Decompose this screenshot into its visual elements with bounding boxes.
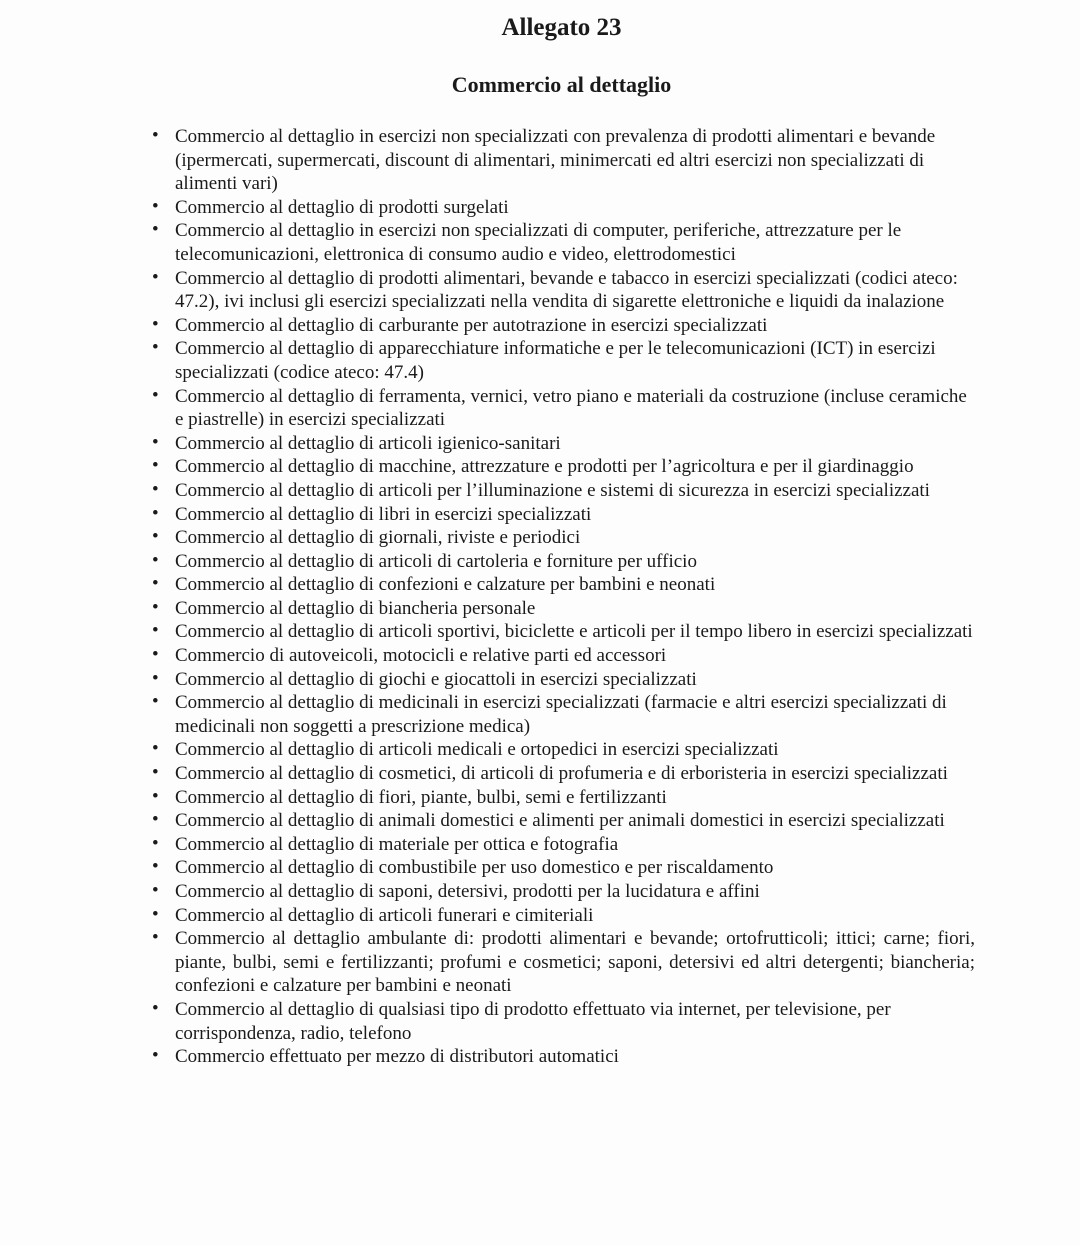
list-item (148, 644, 975, 668)
bullet-icon: • (152, 478, 159, 500)
list-item-text: Commercio al dettaglio di confezioni e calzature per bambini e neonati (175, 574, 716, 596)
bullet-icon: • (152, 526, 159, 548)
list-item-text: Commercio al dettaglio di articoli di cartoleria e forniture per ufficio (175, 550, 697, 572)
list-item-text: Commercio al dettaglio in esercizi non specializzati con prevalenza di prodotti alimentari e bevande (ipermercati, supermercati, discount di alimentari, minimercati ed altri esercizi non specializzati di alimenti vari) (175, 126, 936, 195)
list-item-text: Commercio al dettaglio di prodotti surgelati (175, 196, 509, 218)
bullet-icon: • (152, 880, 159, 901)
list-item-text: Commercio al dettaglio di macchine, attrezzature e prodotti per l’agricoltura e per il giardinaggio (175, 456, 914, 478)
bullet-icon: • (152, 195, 159, 217)
list-item-text: Commercio al dettaglio di materiale per ottica e fotografia (175, 833, 619, 855)
bullet-icon: • (152, 455, 159, 477)
list-item (148, 526, 975, 550)
list-item-text: Commercio al dettaglio di articoli igienico-sanitari (175, 432, 561, 454)
list-item-text: Commercio al dettaglio di ferramenta, vernici, vetro piano e materiali da costruzione (incluse ceramiche e piastrelle) in esercizi specializzati (175, 385, 967, 431)
list-item (148, 1045, 975, 1069)
list-item (148, 267, 975, 314)
list-item (148, 691, 975, 738)
bullet-icon: • (152, 644, 159, 666)
bullet-icon: • (152, 762, 159, 784)
bullet-icon: • (152, 809, 159, 831)
list-item (148, 479, 975, 503)
list-item (148, 786, 975, 810)
list-item-text: Commercio al dettaglio di fiori, piante, bulbi, semi e fertilizzanti (175, 786, 667, 808)
list-item-text: Commercio al dettaglio di articoli medicali e ortopedici in esercizi specializzati (175, 739, 779, 761)
list-item (148, 668, 975, 692)
list-item-text: Commercio al dettaglio di animali domestici e alimenti per animali domestici in esercizi specializzati (175, 810, 945, 832)
list-item (148, 809, 975, 833)
bullet-icon: • (152, 785, 159, 807)
bullet-icon: • (152, 927, 159, 949)
bullet-icon: • (152, 266, 159, 288)
list-item (148, 550, 975, 574)
bullet-icon: • (152, 549, 159, 571)
list-item-text: Commercio effettuato per mezzo di distributori automatici (175, 1046, 619, 1068)
bullet-icon: • (152, 431, 159, 453)
list-item-text: Commercio al dettaglio di articoli funerari e cimiteriali (175, 904, 594, 926)
list-item (148, 503, 975, 527)
bullet-icon: • (152, 337, 159, 359)
list-item-text: Commercio al dettaglio di apparecchiature informatiche e per le telecomunicazioni (ICT) in esercizi specializzati (codice ateco: 47.4) (175, 338, 936, 383)
bullet-icon: • (152, 620, 159, 642)
list-item-text: Commercio al dettaglio di articoli sportivi, biciclette e articoli per il tempo libero in esercizi specializzati (175, 621, 973, 643)
list-item-text: Commercio di autoveicoli, motocicli e relative parti ed accessori (175, 645, 667, 667)
bullet-icon: • (152, 502, 159, 524)
list-item-text: Commercio al dettaglio di giochi e giocattoli in esercizi specializzati (175, 668, 697, 690)
retail-list (148, 125, 975, 1069)
list-item-text: Commercio al dettaglio di prodotti alimentari, bevande e tabacco in esercizi specializzati (codici ateco: 47.2), ivi inclusi gli esercizi specializzati nella vendita di sigarette elettroniche e liquidi da inalazione (175, 267, 958, 313)
bullet-icon: • (152, 596, 159, 618)
bullet-icon: • (152, 573, 159, 595)
list-item-text: Commercio al dettaglio di biancheria personale (175, 597, 536, 619)
bullet-icon: • (152, 738, 159, 760)
list-item-text: Commercio al dettaglio di qualsiasi tipo di prodotto effettuato via internet, per televisione, per corrispondenza, radio, telefono (175, 998, 891, 1044)
list-item (148, 597, 975, 621)
list-item (148, 833, 975, 857)
list-item-text: Commercio al dettaglio ambulante di: prodotti alimentari e bevande; ortofrutticoli; ittici; carne; fiori, piante, bulbi, semi e fertilizzanti; profumi e cosmetici; saponi, detersivi ed altri detergenti; biancheria; confezioni e calzature per bambini e neonati (175, 928, 975, 997)
list-item (148, 620, 975, 644)
list-item-text: Commercio al dettaglio di combustibile per uso domestico e per riscaldamento (175, 857, 774, 879)
list-item (148, 573, 975, 597)
list-item (148, 196, 975, 220)
list-item (148, 762, 975, 786)
list-item (148, 880, 975, 904)
bullet-icon: • (152, 384, 159, 406)
list-item-text: Commercio al dettaglio di giornali, riviste e periodici (175, 527, 581, 549)
list-item (148, 904, 975, 928)
list-item (148, 738, 975, 762)
bullet-icon: • (152, 832, 159, 854)
list-item (148, 314, 975, 338)
bullet-icon: • (152, 1045, 159, 1067)
bullet-icon: • (152, 691, 159, 713)
list-item-text: Commercio al dettaglio di medicinali in esercizi specializzati (farmacie e altri esercizi specializzati di medicinali non soggetti a prescrizione medica) (175, 692, 947, 737)
bullet-icon: • (152, 997, 159, 1019)
list-item-text: Commercio al dettaglio di cosmetici, di articoli di profumeria e di erboristeria in esercizi specializzati (175, 763, 948, 785)
page-subtitle: Commercio al dettaglio (451, 72, 672, 97)
list-item (148, 125, 975, 196)
list-item (148, 927, 975, 998)
page-title: Allegato 23 (501, 14, 622, 41)
list-item (148, 856, 975, 880)
document-page (148, 0, 975, 1069)
bullet-icon: • (152, 125, 159, 146)
bullet-icon: • (152, 313, 159, 335)
bullet-icon: • (152, 856, 159, 878)
list-item-text: Commercio al dettaglio di articoli per l’illuminazione e sistemi di sicurezza in esercizi specializzati (175, 479, 930, 501)
list-item-text: Commercio al dettaglio di libri in esercizi specializzati (175, 503, 592, 525)
bullet-icon: • (152, 903, 159, 925)
list-item-text: Commercio al dettaglio in esercizi non specializzati di computer, periferiche, attrezzature per le telecomunicazioni, elettronica di consumo audio e video, elettrodomestici (175, 220, 902, 265)
list-item (148, 432, 975, 456)
list-item (148, 998, 975, 1045)
list-item-text: Commercio al dettaglio di saponi, detersivi, prodotti per la lucidatura e affini (175, 881, 760, 902)
list-item (148, 385, 975, 432)
list-item (148, 337, 975, 384)
list-item (148, 219, 975, 266)
list-item (148, 455, 975, 479)
bullet-icon: • (152, 667, 159, 689)
list-item-text: Commercio al dettaglio di carburante per autotrazione in esercizi specializzati (175, 314, 768, 336)
bullet-icon: • (152, 219, 159, 241)
